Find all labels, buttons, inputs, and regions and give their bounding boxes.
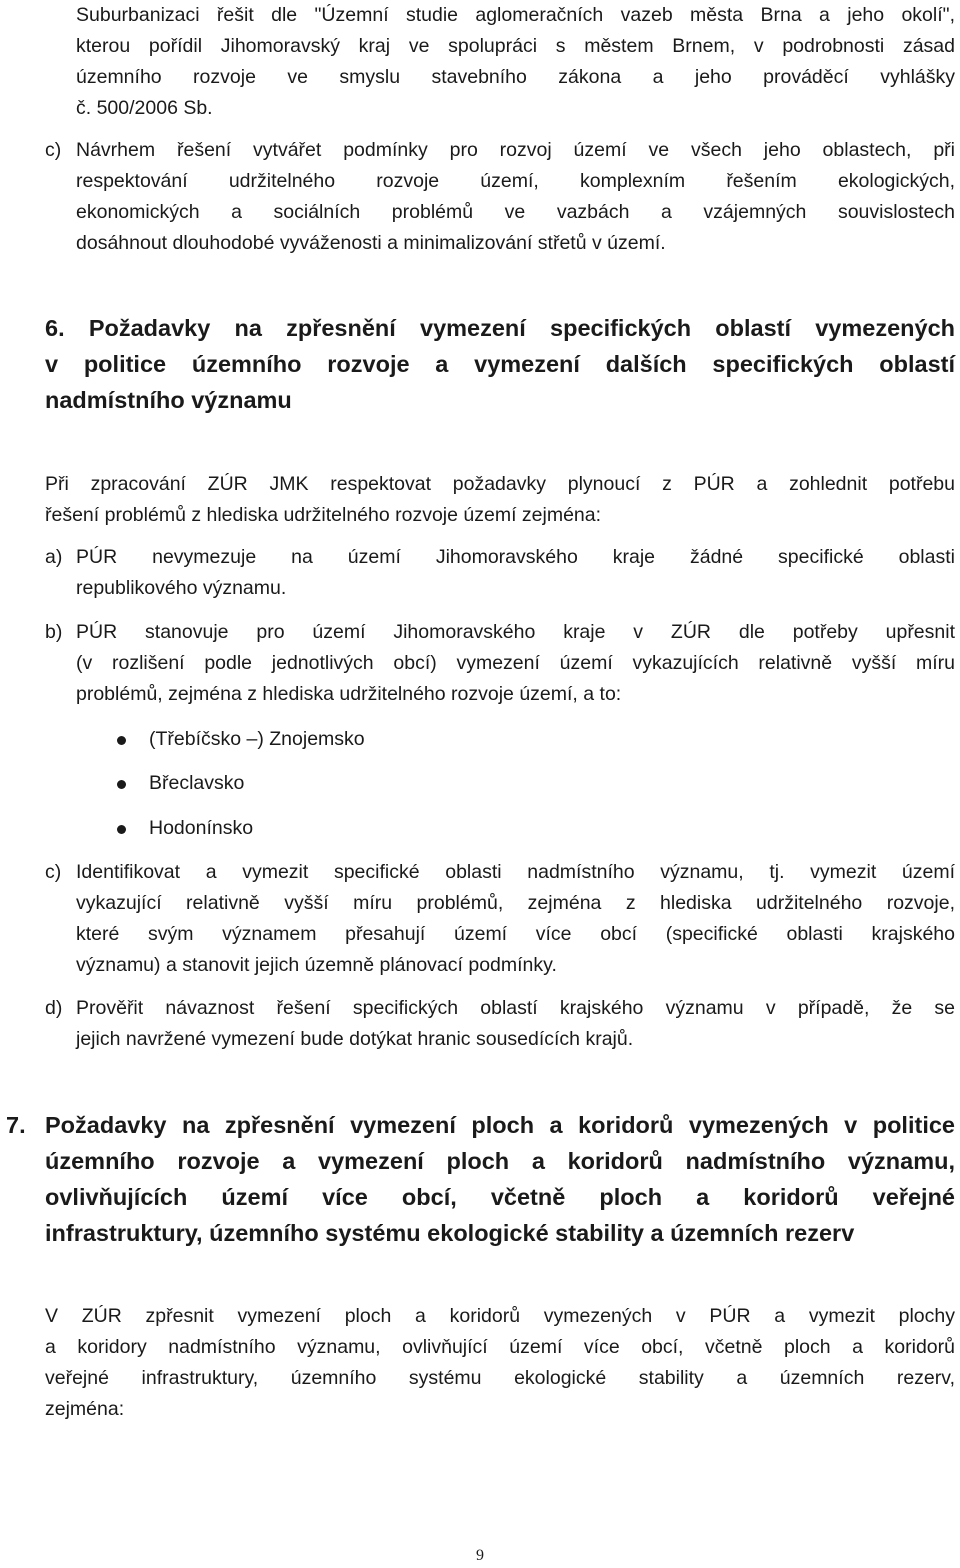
list-marker: b) <box>45 621 63 643</box>
section-7-heading <box>45 1107 955 1251</box>
text-line: zejména: <box>45 1398 125 1420</box>
section-6-intro <box>45 469 955 531</box>
text-line: veřejné infrastruktury, územního systému ekologické stability a územních rezerv, <box>45 1367 955 1389</box>
text-line: které svým významem přesahují území více obcí (specifické oblasti krajského <box>76 923 955 945</box>
text-line: č. 500/2006 Sb. <box>76 97 213 119</box>
page-number: 9 <box>476 1547 484 1564</box>
text-line: problémů, zejména z hlediska udržitelného rozvoje území, a to: <box>76 683 622 705</box>
list-item-c <box>76 135 955 259</box>
heading-line: ovlivňujících území více obcí, včetně ploch a koridorů veřejné <box>45 1184 955 1210</box>
text-line: a koridory nadmístního významu, ovlivňující území více obcí, včetně ploch a koridorů <box>45 1336 955 1358</box>
text-line: Prověřit návaznost řešení specifických oblastí krajského významu v případě, že se <box>76 997 955 1019</box>
text-line: vykazující relativně vyšší míru problémů, zejména z hlediska udržitelného rozvoje, <box>76 892 955 914</box>
bullet-icon <box>117 825 126 834</box>
list-item-b <box>76 617 955 710</box>
text-line: ekonomických a sociálních problémů ve vazbách a vzájemných souvislostech <box>76 201 955 223</box>
heading-line: v politice územního rozvoje a vymezení dalších specifických oblastí <box>45 351 955 377</box>
section-6-heading <box>45 310 955 418</box>
text-line: řešení problémů z hlediska udržitelného rozvoje území zejména: <box>45 504 602 526</box>
text-line: (v rozlišení podle jednotlivých obcí) vymezení území vykazujících relativně vyšší míru <box>76 652 955 674</box>
bullet-item: Hodonínsko <box>149 817 254 839</box>
text-line: PÚR stanovuje pro území Jihomoravského kraje v ZÚR dle potřeby upřesnit <box>76 621 955 643</box>
bullet-item: Břeclavsko <box>149 772 245 794</box>
text-line: významu) a stanovit jejich územně plánovací podmínky. <box>76 954 557 976</box>
text-line: dosáhnout dlouhodobé vyváženosti a minimalizování střetů v území. <box>76 232 666 254</box>
heading-line: Požadavky na zpřesnění vymezení specifických oblastí vymezených <box>88 315 956 341</box>
text-line: Při zpracování ZÚR JMK respektovat požadavky plynoucí z PÚR a zohlednit potřebu <box>45 473 955 495</box>
list-item-d <box>76 993 955 1055</box>
text-line: Návrhem řešení vytvářet podmínky pro rozvoj území ve všech jeho oblastech, při <box>76 139 955 161</box>
text-line: republikového významu. <box>76 577 287 599</box>
text-line: územního rozvoje ve smyslu stavebního zákona a jeho prováděcí vyhlášky <box>76 66 955 88</box>
text-line: V ZÚR zpřesnit vymezení ploch a koridorů vymezených v PÚR a vymezit plochy <box>45 1305 955 1327</box>
text-line: Identifikovat a vymezit specifické oblasti nadmístního významu, tj. vymezit území <box>76 861 955 883</box>
text-line: kterou pořídil Jihomoravský kraj ve spolupráci s městem Brnem, v podrobnosti zásad <box>76 35 955 57</box>
heading-line: infrastruktury, územního systému ekologické stability a územních rezerv <box>45 1220 855 1246</box>
list-item-a <box>76 542 955 604</box>
list-marker: a) <box>45 546 63 568</box>
intro-paragraph <box>76 0 955 124</box>
bullet-item: (Třebíčsko –) Znojemsko <box>149 728 365 750</box>
text-line: Suburbanizaci řešit dle "Územní studie aglomeračních vazeb města Brna a jeho okolí", <box>76 4 955 26</box>
section-number: 7. <box>6 1112 26 1138</box>
heading-line: Požadavky na zpřesnění vymezení ploch a koridorů vymezených v politice <box>45 1112 955 1138</box>
heading-line: územního rozvoje a vymezení ploch a koridorů nadmístního významu, <box>45 1148 955 1174</box>
text-line: PÚR nevymezuje na území Jihomoravského kraje žádné specifické oblasti <box>76 546 955 568</box>
list-item-c2 <box>76 857 955 981</box>
list-marker: c) <box>45 861 62 883</box>
text-line: respektování udržitelného rozvoje území, komplexním řešením ekologických, <box>76 170 955 192</box>
bullet-icon <box>117 736 126 745</box>
list-marker: d) <box>45 997 63 1019</box>
bullet-icon <box>117 780 126 789</box>
section-number: 6. <box>45 315 65 341</box>
heading-line: nadmístního významu <box>45 387 292 413</box>
list-marker: c) <box>45 139 62 161</box>
text-line: jejich navržené vymezení bude dotýkat hranic sousedících krajů. <box>76 1028 634 1050</box>
section-7-body <box>45 1301 955 1425</box>
